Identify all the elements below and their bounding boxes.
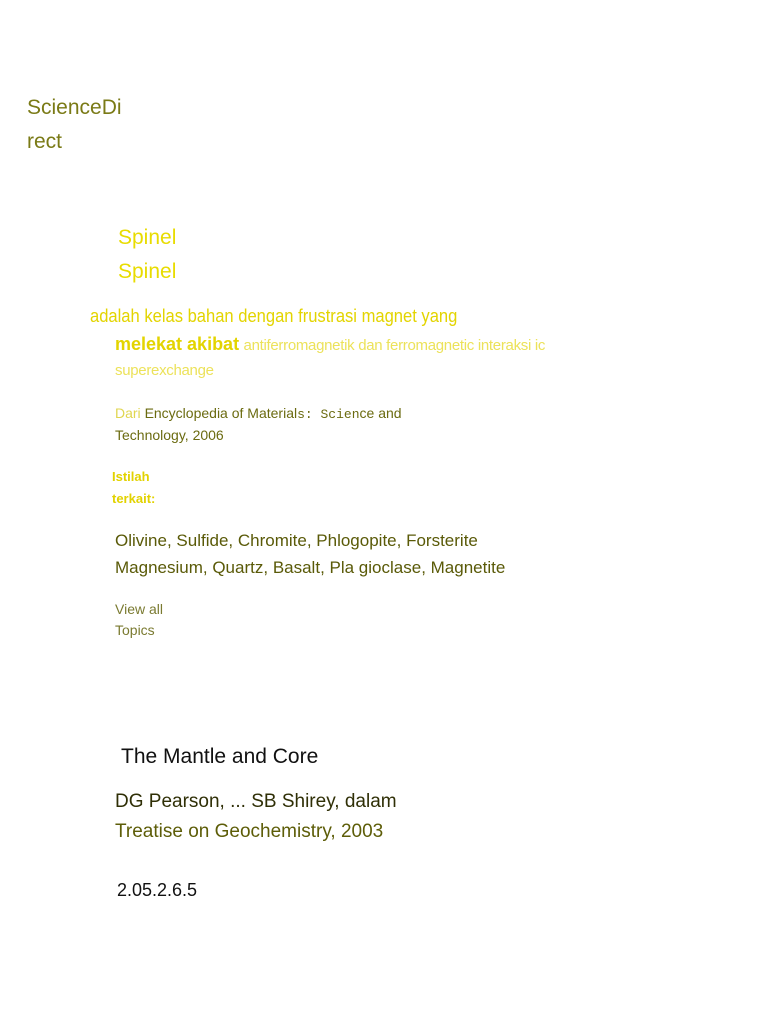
related-terms-line-1: [115, 531, 478, 551]
article-title[interactable]: The Mantle and Core: [121, 745, 319, 768]
article-authors: DG Pearson, ... SB Shirey, dalam: [115, 791, 397, 812]
related-term-link[interactable]: Pla gioclase: [329, 558, 422, 577]
related-term-link[interactable]: Forsterite: [406, 531, 478, 550]
source-line-2: Technology, 2006: [115, 427, 224, 443]
source-title[interactable]: [145, 405, 375, 421]
definition-line-3: superexchange: [115, 362, 214, 379]
term-separator: ,: [306, 531, 317, 550]
logo-line-1: ScienceDi: [27, 96, 122, 119]
article-journal[interactable]: Treatise on Geochemistry, 2003: [115, 821, 384, 842]
related-term-link[interactable]: Olivine: [115, 531, 167, 550]
related-term-link[interactable]: Basalt: [272, 558, 321, 577]
related-term-link[interactable]: Phlogopite: [316, 531, 397, 550]
term-separator: ,: [263, 558, 273, 577]
related-terms-line-2: [115, 558, 505, 578]
related-term-link[interactable]: Chromite: [237, 531, 307, 550]
definition-interactions: antiferromagnetik dan ferromagnetic interaksi ic: [243, 337, 546, 354]
source-title-part-a: Encyclopedia of Material: [144, 405, 298, 421]
definition-line-2: [115, 334, 545, 355]
topic-title: Spinel: [118, 226, 177, 249]
definition-bold: melekat akibat: [115, 334, 240, 354]
definition-line-1: adalah kelas bahan dengan frustrasi magnet yang: [90, 306, 458, 326]
term-separator: ,: [421, 558, 431, 577]
logo-line-2: rect: [27, 130, 63, 153]
source-title-part-b: s: Scien: [297, 407, 360, 422]
related-term-link[interactable]: Quartz: [212, 558, 264, 577]
view-all-topics-link[interactable]: [115, 601, 163, 638]
view-all-line-1: View all: [115, 601, 163, 617]
term-separator: ,: [202, 558, 213, 577]
topic-title-repeat: Spinel: [118, 260, 177, 283]
article-section-number: 2.05.2.6.5: [117, 880, 198, 900]
source-line-1: [115, 405, 402, 422]
source-prefix: Dari: [115, 405, 141, 421]
source-and: and: [378, 405, 402, 421]
source-title-part-c: ce: [359, 405, 375, 421]
term-separator: ,: [396, 531, 407, 550]
related-term-link[interactable]: Magnesium: [115, 558, 203, 577]
view-all-line-2: Topics: [115, 622, 155, 638]
related-heading-line-2: terkait:: [112, 491, 156, 506]
term-separator: ,: [228, 531, 238, 550]
related-term-link[interactable]: Magnetite: [430, 558, 506, 577]
term-separator: ,: [166, 531, 177, 550]
related-heading-line-1: Istilah: [112, 469, 150, 484]
related-term-link[interactable]: Sulfide: [176, 531, 229, 550]
term-separator: ,: [320, 558, 330, 577]
